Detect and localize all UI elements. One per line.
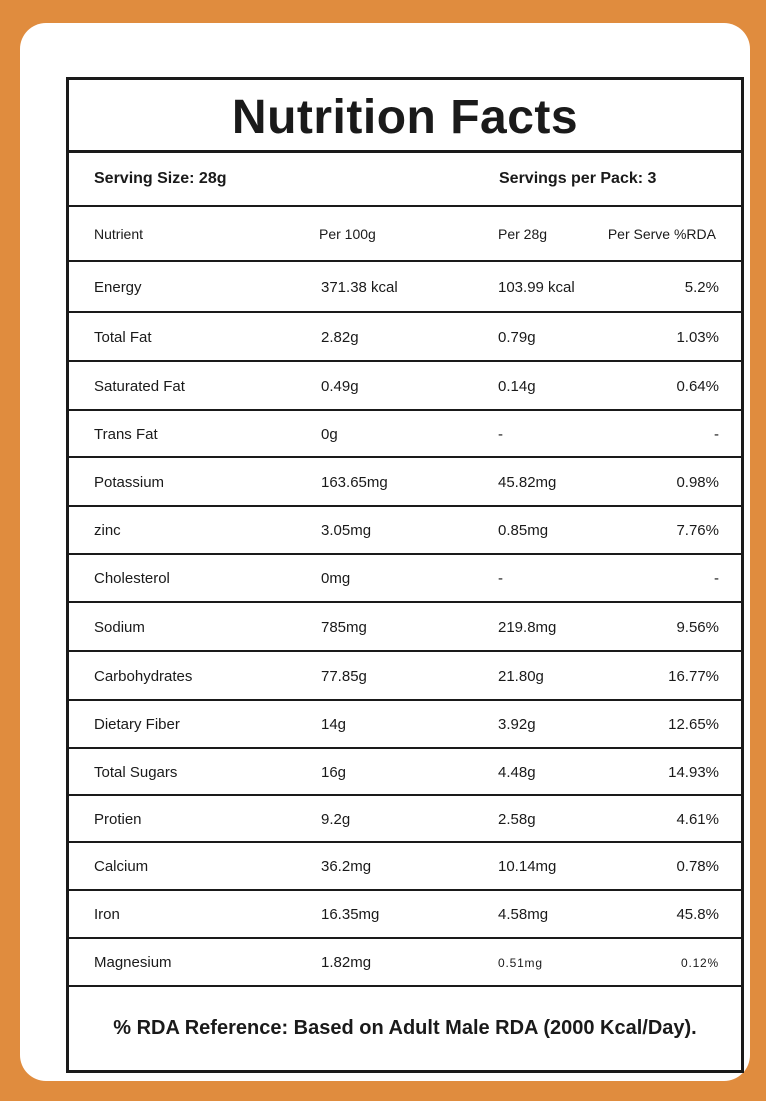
rda-value: 5.2% xyxy=(684,279,719,296)
table-row xyxy=(69,603,741,652)
nutrient-name: Calcium xyxy=(94,858,149,875)
per-100g-value: 0mg xyxy=(321,570,351,587)
serving-row xyxy=(69,153,741,207)
table-row xyxy=(69,411,741,458)
per-28g-value: 45.82mg xyxy=(498,474,557,491)
per-28g-value: 219.8mg xyxy=(498,619,557,636)
rda-value: 12.65% xyxy=(668,716,719,733)
label-card xyxy=(20,23,750,1081)
per-100g-value: 77.85g xyxy=(321,668,367,685)
nutrient-name: Energy xyxy=(94,279,142,296)
table-row xyxy=(69,262,741,313)
rda-value: 0.12% xyxy=(680,956,719,970)
per-100g-value: 371.38 kcal xyxy=(321,279,398,296)
per-28g-value: 10.14mg xyxy=(498,858,557,875)
nutrient-name: Carbohydrates xyxy=(94,668,193,685)
per-28g-value: 3.92g xyxy=(498,716,536,733)
table-row xyxy=(69,749,741,796)
per-28g-value: 0.79g xyxy=(498,329,536,346)
nutrient-name: Iron xyxy=(94,906,120,923)
serving-size: Serving Size: 28g xyxy=(94,170,227,187)
per-100g-value: 3.05mg xyxy=(321,522,372,539)
per-28g-value: - xyxy=(498,426,503,443)
rda-value: 9.56% xyxy=(676,619,719,636)
nutrient-name: Potassium xyxy=(94,474,165,491)
col-header-per-100g: Per 100g xyxy=(319,226,376,242)
rda-value: - xyxy=(714,426,719,443)
table-row xyxy=(69,313,741,362)
title-row xyxy=(69,80,741,153)
nutrition-facts-table xyxy=(66,77,744,1073)
table-row xyxy=(69,652,741,701)
nutrient-name: Total Fat xyxy=(94,329,152,346)
nutrient-name: zinc xyxy=(94,522,121,539)
rda-value: 7.76% xyxy=(676,522,719,539)
rda-value: 0.98% xyxy=(676,474,719,491)
rda-reference-note: % RDA Reference: Based on Adult Male RDA (2000 Kcal/Day). xyxy=(113,1017,697,1039)
rda-value: 14.93% xyxy=(668,764,719,781)
col-header-nutrient: Nutrient xyxy=(94,226,144,242)
table-row xyxy=(69,796,741,843)
nutrient-name: Dietary Fiber xyxy=(94,716,180,733)
table-row xyxy=(69,507,741,555)
per-100g-value: 36.2mg xyxy=(321,858,372,875)
per-28g-value: 4.58mg xyxy=(498,906,549,923)
per-100g-value: 16g xyxy=(321,764,347,781)
per-28g-value: 103.99 kcal xyxy=(498,279,575,296)
per-28g-value: 2.58g xyxy=(498,811,536,828)
rda-value: 1.03% xyxy=(676,329,719,346)
per-100g-value: 0.49g xyxy=(321,378,359,395)
table-row xyxy=(69,555,741,603)
table-row xyxy=(69,701,741,749)
footer-row xyxy=(69,987,741,1073)
rda-value: - xyxy=(714,570,719,587)
nutrient-name: Sodium xyxy=(94,619,145,636)
per-100g-value: 14g xyxy=(321,716,347,733)
column-header-row xyxy=(69,207,741,262)
rda-value: 4.61% xyxy=(676,811,719,828)
per-100g-value: 16.35mg xyxy=(321,906,380,923)
rda-value: 16.77% xyxy=(668,668,719,685)
page-title: Nutrition Facts xyxy=(231,91,579,144)
table-row xyxy=(69,458,741,507)
table-row xyxy=(69,362,741,411)
per-100g-value: 163.65mg xyxy=(321,474,388,491)
per-28g-value: 0.51mg xyxy=(498,956,543,970)
per-100g-value: 785mg xyxy=(321,619,367,636)
rda-value: 45.8% xyxy=(676,906,719,923)
nutrient-name: Cholesterol xyxy=(94,570,170,587)
nutrient-name: Magnesium xyxy=(94,954,172,971)
col-header-rda: Per Serve %RDA xyxy=(607,226,716,242)
nutrient-name: Saturated Fat xyxy=(94,378,185,395)
per-100g-value: 2.82g xyxy=(321,329,359,346)
rda-value: 0.64% xyxy=(676,378,719,395)
nutrient-name: Total Sugars xyxy=(94,764,178,781)
per-100g-value: 0g xyxy=(321,426,338,443)
per-28g-value: 4.48g xyxy=(498,764,536,781)
table-row xyxy=(69,939,741,987)
per-28g-value: 0.85mg xyxy=(498,522,549,539)
nutrient-name: Trans Fat xyxy=(94,426,158,443)
col-header-per-28g: Per 28g xyxy=(498,226,548,242)
per-28g-value: 0.14g xyxy=(498,378,536,395)
per-100g-value: 9.2g xyxy=(321,811,351,828)
rda-value: 0.78% xyxy=(676,858,719,875)
servings-per-pack: Servings per Pack: 3 xyxy=(499,170,657,187)
per-100g-value: 1.82mg xyxy=(321,954,372,971)
per-28g-value: 21.80g xyxy=(498,668,544,685)
per-28g-value: - xyxy=(498,570,503,587)
table-row xyxy=(69,891,741,939)
nutrient-name: Protien xyxy=(94,811,142,828)
table-row xyxy=(69,843,741,891)
